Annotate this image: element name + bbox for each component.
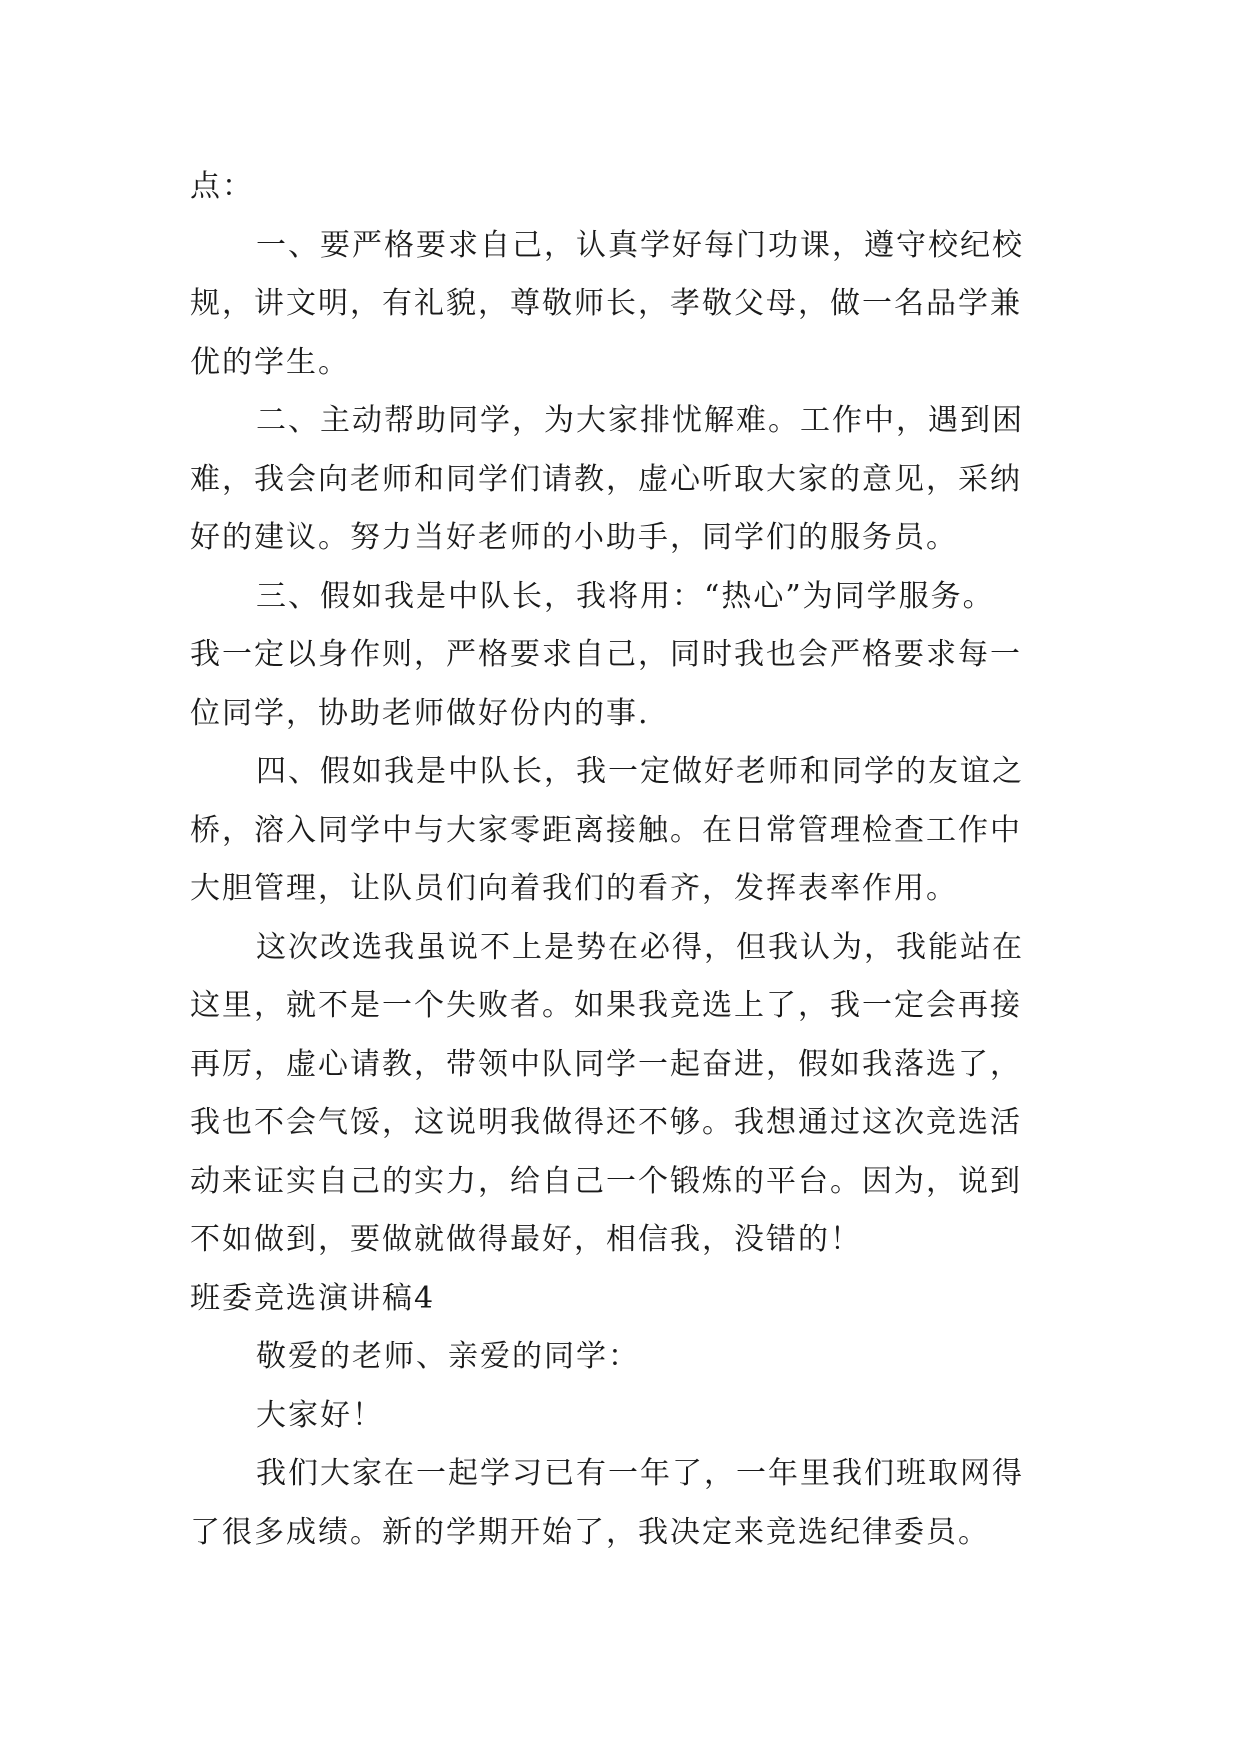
text-line: 这里，就不是一个失败者。如果我竞选上了，我一定会再接 xyxy=(190,988,1022,1023)
text-line: 一、要严格要求自己，认真学好每门功课，遵守校纪校 xyxy=(256,227,1024,263)
text-line: 桥，溶入同学中与大家零距离接触。在日常管理检查工作中 xyxy=(190,812,1022,848)
document-body xyxy=(190,158,1060,1562)
text-line: 二、主动帮助同学，为大家排忧解难。工作中，遇到困 xyxy=(256,403,1024,438)
text-line: 动来证实自己的实力，给自己一个锻炼的平台。因为，说到 xyxy=(190,1163,1022,1199)
text-line: 我也不会气馁，这说明我做得还不够。我想通过这次竞选活 xyxy=(190,1105,1022,1140)
text-line: 再厉，虚心请教，带领中队同学一起奋进，假如我落选了， xyxy=(190,1046,1022,1082)
greeting: 大家好！ xyxy=(256,1397,384,1433)
text-line: 四、假如我是中队长，我一定做好老师和同学的友谊之 xyxy=(256,754,1024,789)
text-line: 规，讲文明，有礼貌，尊敬师长，孝敬父母，做一名品学兼 xyxy=(190,286,1022,321)
salutation: 敬爱的老师、亲爱的同学： xyxy=(256,1339,640,1374)
text-line: 这次改选我虽说不上是势在必得，但我认为，我能站在 xyxy=(256,929,1024,965)
text-line: 难，我会向老师和同学们请教，虚心听取大家的意见，采纳 xyxy=(190,461,1022,497)
text-line: 不如做到，要做就做得最好，相信我，没错的！ xyxy=(190,1222,862,1257)
text-line: 好的建议。努力当好老师的小助手，同学们的服务员。 xyxy=(190,520,958,555)
text-line: 点： xyxy=(190,169,254,204)
text-line: 我一定以身作则，严格要求自己，同时我也会严格要求每一 xyxy=(190,637,1022,672)
text-line: 我们大家在一起学习已有一年了，一年里我们班取网得 xyxy=(256,1456,1024,1491)
text-line: 了很多成绩。新的学期开始了，我决定来竞选纪律委员。 xyxy=(190,1514,990,1550)
text-line: 优的学生。 xyxy=(190,344,350,380)
section-heading: 班委竞选演讲稿4 xyxy=(190,1280,436,1316)
text-line: 大胆管理，让队员们向着我们的看齐，发挥表率作用。 xyxy=(190,871,958,906)
text-line: 三、假如我是中队长，我将用：“热心”为同学服务。 xyxy=(256,578,995,614)
text-line: 位同学，协助老师做好份内的事. xyxy=(190,695,650,731)
